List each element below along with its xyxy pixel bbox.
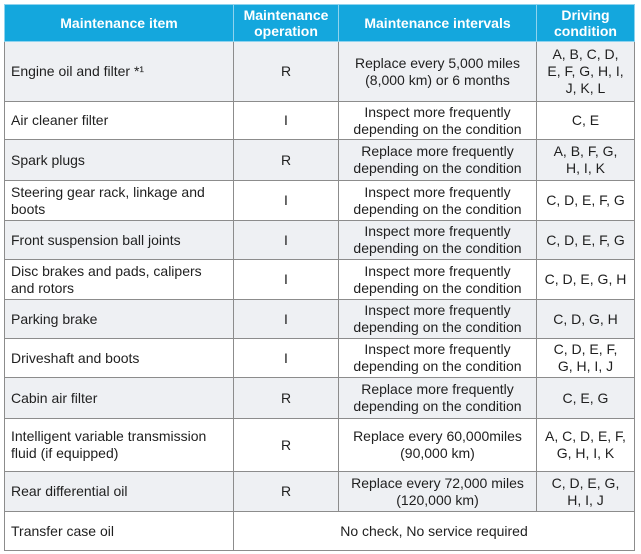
driving-condition-text: J, K, L xyxy=(565,80,606,96)
maintenance-interval-text: Replace more frequently xyxy=(361,143,514,159)
driving-condition-text: G, H, I, J xyxy=(557,358,614,374)
maintenance-item-text: Driveshaft and boots xyxy=(11,349,140,366)
table-row xyxy=(5,419,635,472)
header-condition-line: Driving xyxy=(561,7,610,23)
driving-condition-cell xyxy=(537,472,635,512)
maintenance-interval-cell xyxy=(339,339,537,378)
maintenance-interval-cell xyxy=(339,181,537,221)
maintenance-operation-cell: I xyxy=(234,300,339,339)
table-row xyxy=(5,260,635,300)
maintenance-item-cell xyxy=(5,472,234,512)
maintenance-interval-cell xyxy=(339,42,537,102)
table-row xyxy=(5,140,635,181)
maintenance-interval-text: depending on the condition xyxy=(353,319,522,335)
maintenance-item-text: Air cleaner filter xyxy=(11,112,109,128)
driving-condition-cell xyxy=(537,181,635,221)
maintenance-item-text: Disc brakes and pads, calipers xyxy=(11,262,202,279)
maintenance-interval-text: Inspect more frequently xyxy=(364,341,511,357)
maintenance-item-text: Parking brake xyxy=(11,310,98,327)
maintenance-interval-text: Inspect more frequently xyxy=(364,262,511,279)
header-driving-condition xyxy=(537,5,635,42)
header-operation-line: Maintenance xyxy=(243,7,329,23)
table-header xyxy=(5,5,635,42)
maintenance-item-text: Front suspension ball joints xyxy=(11,231,181,248)
header-row xyxy=(5,5,635,42)
maintenance-item-text: Cabin air filter xyxy=(11,389,98,406)
maintenance-operation-cell: R xyxy=(234,140,339,181)
driving-condition-cell xyxy=(537,42,635,102)
maintenance-item-cell xyxy=(5,339,234,378)
driving-condition-text: C, D, E, G, xyxy=(551,474,620,491)
maintenance-item-cell xyxy=(5,260,234,300)
table-body xyxy=(5,42,635,551)
header-maintenance-operation xyxy=(234,5,339,42)
driving-condition-text: C, D, E, F, xyxy=(553,341,618,357)
driving-condition-text: G, H, I, K xyxy=(556,445,615,461)
maintenance-item-cell xyxy=(5,181,234,221)
header-maintenance-item: Maintenance item xyxy=(5,5,234,42)
no-service-note-cell: No check, No service required xyxy=(234,512,635,551)
maintenance-interval-cell xyxy=(339,378,537,419)
maintenance-interval-text: depending on the condition xyxy=(353,398,522,414)
maintenance-item-text: fluid (if equipped) xyxy=(11,445,119,461)
maintenance-interval-text: Inspect more frequently xyxy=(364,183,511,200)
table-row xyxy=(5,472,635,512)
header-maintenance-intervals: Maintenance intervals xyxy=(339,5,537,42)
driving-condition-text: A, B, F, G, xyxy=(553,143,618,159)
table-row xyxy=(5,378,635,419)
driving-condition-text: H, I, J xyxy=(567,491,604,508)
maintenance-operation-cell: R xyxy=(234,378,339,419)
maintenance-interval-text: depending on the condition xyxy=(353,160,522,176)
table-row xyxy=(5,339,635,378)
maintenance-item-text: boots xyxy=(11,200,46,217)
maintenance-interval-text: Inspect more frequently xyxy=(364,103,511,120)
driving-condition-cell xyxy=(537,300,635,339)
maintenance-interval-cell xyxy=(339,221,537,260)
maintenance-item-text: Intelligent variable transmission xyxy=(11,428,207,444)
maintenance-operation-cell: I xyxy=(234,102,339,140)
maintenance-interval-text: Inspect more frequently xyxy=(364,302,511,318)
table-row xyxy=(5,42,635,102)
maintenance-interval-cell xyxy=(339,260,537,300)
maintenance-interval-text: (8,000 km) or 6 months xyxy=(365,71,510,88)
driving-condition-cell xyxy=(537,221,635,260)
table-row xyxy=(5,181,635,221)
maintenance-interval-text: Inspect more frequently xyxy=(364,223,511,239)
driving-condition-text: C, D, E, G, H xyxy=(544,271,627,287)
maintenance-item-cell xyxy=(5,378,234,419)
maintenance-table xyxy=(4,4,635,551)
maintenance-interval-cell xyxy=(339,472,537,512)
maintenance-operation-cell: I xyxy=(234,181,339,221)
driving-condition-text: C, E, G xyxy=(562,389,609,406)
maintenance-operation-cell: R xyxy=(234,472,339,512)
driving-condition-cell xyxy=(537,102,635,140)
driving-condition-cell xyxy=(537,140,635,181)
maintenance-interval-text: (90,000 km) xyxy=(400,445,475,461)
maintenance-interval-cell xyxy=(339,419,537,472)
driving-condition-cell xyxy=(537,419,635,472)
driving-condition-text: A, C, D, E, F, xyxy=(545,428,626,444)
maintenance-interval-text: Replace every 60,000miles xyxy=(353,428,522,444)
driving-condition-text: C, D, E, F, G xyxy=(546,192,625,208)
maintenance-item-cell xyxy=(5,300,234,339)
driving-condition-text: E, F, G, H, I, xyxy=(547,63,624,79)
maintenance-operation-cell: R xyxy=(234,419,339,472)
header-condition-line: condition xyxy=(554,23,617,39)
maintenance-item-cell xyxy=(5,102,234,140)
maintenance-schedule xyxy=(4,4,635,551)
maintenance-interval-cell xyxy=(339,102,537,140)
maintenance-interval-text: Replace every 5,000 miles xyxy=(355,54,520,71)
maintenance-item-cell xyxy=(5,419,234,472)
maintenance-item-text: Steering gear rack, linkage and xyxy=(11,183,205,200)
maintenance-item-cell xyxy=(5,221,234,260)
maintenance-item-text: Spark plugs xyxy=(11,151,85,168)
maintenance-interval-cell xyxy=(339,140,537,181)
maintenance-interval-text: Replace every 72,000 miles xyxy=(351,474,524,491)
maintenance-item-text: Rear differential oil xyxy=(11,483,128,499)
driving-condition-text: H, I, K xyxy=(566,160,605,176)
driving-condition-cell xyxy=(537,339,635,378)
maintenance-operation-cell: I xyxy=(234,221,339,260)
table-row xyxy=(5,512,635,551)
maintenance-interval-text: (120,000 km) xyxy=(396,491,479,508)
maintenance-interval-text: depending on the condition xyxy=(353,240,522,256)
maintenance-interval-text: depending on the condition xyxy=(353,358,522,374)
driving-condition-text: C, D, E, F, G xyxy=(546,231,625,248)
maintenance-operation-cell: R xyxy=(234,42,339,102)
table-row xyxy=(5,300,635,339)
maintenance-interval-cell xyxy=(339,300,537,339)
maintenance-item-cell: Transfer case oil xyxy=(5,512,234,551)
driving-condition-cell xyxy=(537,378,635,419)
driving-condition-cell xyxy=(537,260,635,300)
maintenance-item-cell xyxy=(5,42,234,102)
maintenance-operation-cell: I xyxy=(234,260,339,300)
maintenance-item-text: and rotors xyxy=(11,279,75,296)
header-operation-line: operation xyxy=(254,23,318,39)
table-row xyxy=(5,221,635,260)
maintenance-item-text: Engine oil and filter *¹ xyxy=(11,63,145,79)
driving-condition-text: C, E xyxy=(571,112,600,128)
driving-condition-text: C, D, G, H xyxy=(553,310,618,327)
driving-condition-text: A, B, C, D, xyxy=(552,46,619,62)
maintenance-item-cell xyxy=(5,140,234,181)
maintenance-interval-text: depending on the condition xyxy=(353,279,522,296)
maintenance-operation-cell: I xyxy=(234,339,339,378)
maintenance-interval-text: depending on the condition xyxy=(353,120,522,137)
maintenance-interval-text: Replace more frequently xyxy=(361,381,514,397)
maintenance-interval-text: depending on the condition xyxy=(353,200,522,217)
table-row xyxy=(5,102,635,140)
